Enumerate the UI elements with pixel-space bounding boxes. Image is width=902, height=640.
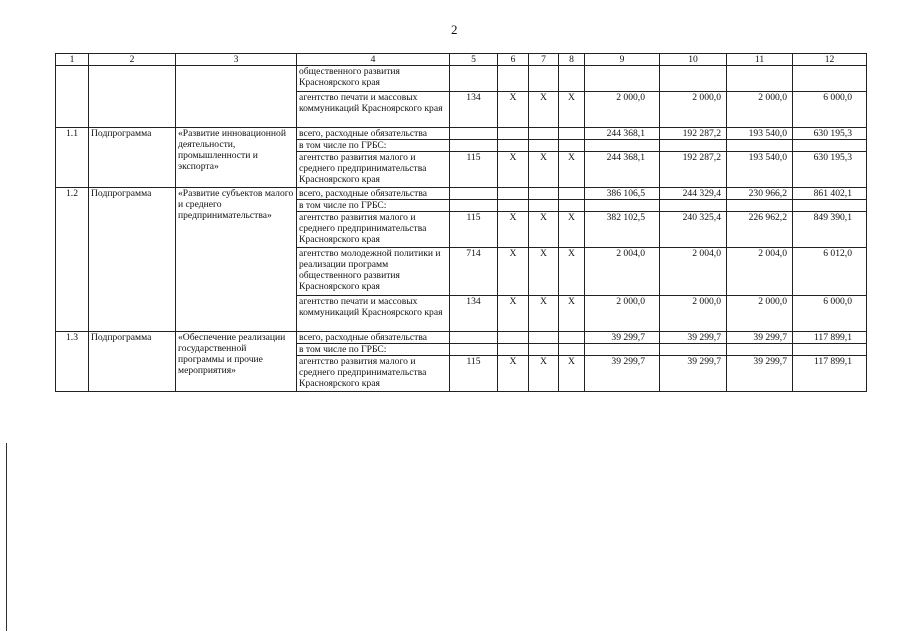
value-cell: 39 299,7: [660, 332, 727, 344]
grbs-label: в том числе по ГРБС:: [297, 140, 450, 152]
value-cell: 630 195,3: [793, 128, 867, 140]
header-cell: 6: [498, 54, 529, 66]
subprogram-name: «Развитие инновационной деятельности, промышленности и экспорта»: [176, 128, 297, 188]
grbs-label: в том числе по ГРБС:: [297, 344, 450, 356]
header-cell: 8: [559, 54, 585, 66]
agency-cell: агентство молодежной политики и реализации программ общественного развития Красноярского края: [297, 248, 450, 296]
value-cell: 2 000,0: [727, 92, 793, 128]
scan-margin-line: [6, 443, 7, 631]
x-cell: X: [559, 152, 585, 188]
value-cell: 6 000,0: [793, 296, 867, 332]
value-cell: 244 368,1: [585, 152, 660, 188]
value-cell: 861 402,1: [793, 188, 867, 200]
value-cell: 386 106,5: [585, 188, 660, 200]
header-cell: 5: [450, 54, 498, 66]
x-cell: X: [498, 152, 529, 188]
x-cell: X: [559, 296, 585, 332]
code-cell: 115: [450, 356, 498, 392]
total-label: всего, расходные обязательства: [297, 128, 450, 140]
value-cell: 2 000,0: [660, 92, 727, 128]
header-cell: 10: [660, 54, 727, 66]
code-cell: 134: [450, 296, 498, 332]
value-cell: 39 299,7: [660, 356, 727, 392]
agency-cell: агентство развития малого и среднего предпринимательства Красноярского края: [297, 356, 450, 392]
value-cell: 193 540,0: [727, 152, 793, 188]
subprogram-name: «Обеспечение реализации государственной программы и прочие мероприятия»: [176, 332, 297, 392]
x-cell: X: [498, 356, 529, 392]
x-cell: X: [559, 356, 585, 392]
table-row: [56, 332, 867, 344]
code-cell: 115: [450, 212, 498, 248]
total-label: всего, расходные обязательства: [297, 332, 450, 344]
budget-table: [55, 53, 867, 392]
value-cell: 117 899,1: [793, 332, 867, 344]
value-cell: 2 000,0: [727, 296, 793, 332]
x-cell: X: [498, 212, 529, 248]
value-cell: 39 299,7: [727, 356, 793, 392]
x-cell: X: [559, 92, 585, 128]
value-cell: 193 540,0: [727, 128, 793, 140]
value-cell: 849 390,1: [793, 212, 867, 248]
value-cell: 6 000,0: [793, 92, 867, 128]
row-number: 1.3: [56, 332, 89, 392]
value-cell: 240 325,4: [660, 212, 727, 248]
agency-cell: общественного развития Красноярского края: [297, 66, 450, 92]
value-cell: 39 299,7: [585, 356, 660, 392]
value-cell: 2 000,0: [660, 296, 727, 332]
value-cell: 192 287,2: [660, 128, 727, 140]
row-number: 1.1: [56, 128, 89, 188]
header-cell: 11: [727, 54, 793, 66]
value-cell: 39 299,7: [585, 332, 660, 344]
header-cell: 1: [56, 54, 89, 66]
table-row: [56, 188, 867, 200]
row-number: 1.2: [56, 188, 89, 332]
x-cell: X: [529, 212, 559, 248]
code-cell: 714: [450, 248, 498, 296]
header-cell: 3: [176, 54, 297, 66]
header-cell: 12: [793, 54, 867, 66]
table-row: [56, 66, 867, 92]
value-cell: 2 000,0: [585, 296, 660, 332]
table-row: [56, 128, 867, 140]
x-cell: X: [529, 92, 559, 128]
value-cell: 2 004,0: [660, 248, 727, 296]
value-cell: 2 004,0: [585, 248, 660, 296]
page-number: 2: [451, 22, 458, 37]
cont-name-cell: [176, 66, 297, 128]
header-cell: 2: [89, 54, 176, 66]
x-cell: X: [529, 356, 559, 392]
row-kind: Подпрограмма: [89, 332, 176, 392]
x-cell: X: [559, 248, 585, 296]
header-row: [56, 54, 867, 66]
agency-cell: агентство развития малого и среднего предпринимательства Красноярского края: [297, 152, 450, 188]
value-cell: 6 012,0: [793, 248, 867, 296]
x-cell: X: [498, 296, 529, 332]
total-label: всего, расходные обязательства: [297, 188, 450, 200]
cont-num-cell: [56, 66, 89, 128]
agency-cell: агентство развития малого и среднего предпринимательства Красноярского края: [297, 212, 450, 248]
x-cell: X: [498, 248, 529, 296]
value-cell: 230 966,2: [727, 188, 793, 200]
value-cell: 244 368,1: [585, 128, 660, 140]
value-cell: 39 299,7: [727, 332, 793, 344]
header-cell: 7: [529, 54, 559, 66]
code-cell: 134: [450, 92, 498, 128]
cont-kind-cell: [89, 66, 176, 128]
agency-cell: агентство печати и массовых коммуникаций Красноярского края: [297, 296, 450, 332]
row-kind: Подпрограмма: [89, 128, 176, 188]
code-cell: 115: [450, 152, 498, 188]
value-cell: 630 195,3: [793, 152, 867, 188]
value-cell: 192 287,2: [660, 152, 727, 188]
x-cell: X: [529, 296, 559, 332]
value-cell: 244 329,4: [660, 188, 727, 200]
x-cell: X: [559, 212, 585, 248]
value-cell: 2 004,0: [727, 248, 793, 296]
row-kind: Подпрограмма: [89, 188, 176, 332]
grbs-label: в том числе по ГРБС:: [297, 200, 450, 212]
x-cell: X: [529, 248, 559, 296]
agency-cell: агентство печати и массовых коммуникаций Красноярского края: [297, 92, 450, 128]
header-cell: 4: [297, 54, 450, 66]
subprogram-name: «Развитие субъектов малого и среднего предпринимательства»: [176, 188, 297, 332]
x-cell: X: [498, 92, 529, 128]
x-cell: X: [529, 152, 559, 188]
value-cell: 117 899,1: [793, 356, 867, 392]
value-cell: 2 000,0: [585, 92, 660, 128]
header-cell: 9: [585, 54, 660, 66]
value-cell: 382 102,5: [585, 212, 660, 248]
value-cell: 226 962,2: [727, 212, 793, 248]
